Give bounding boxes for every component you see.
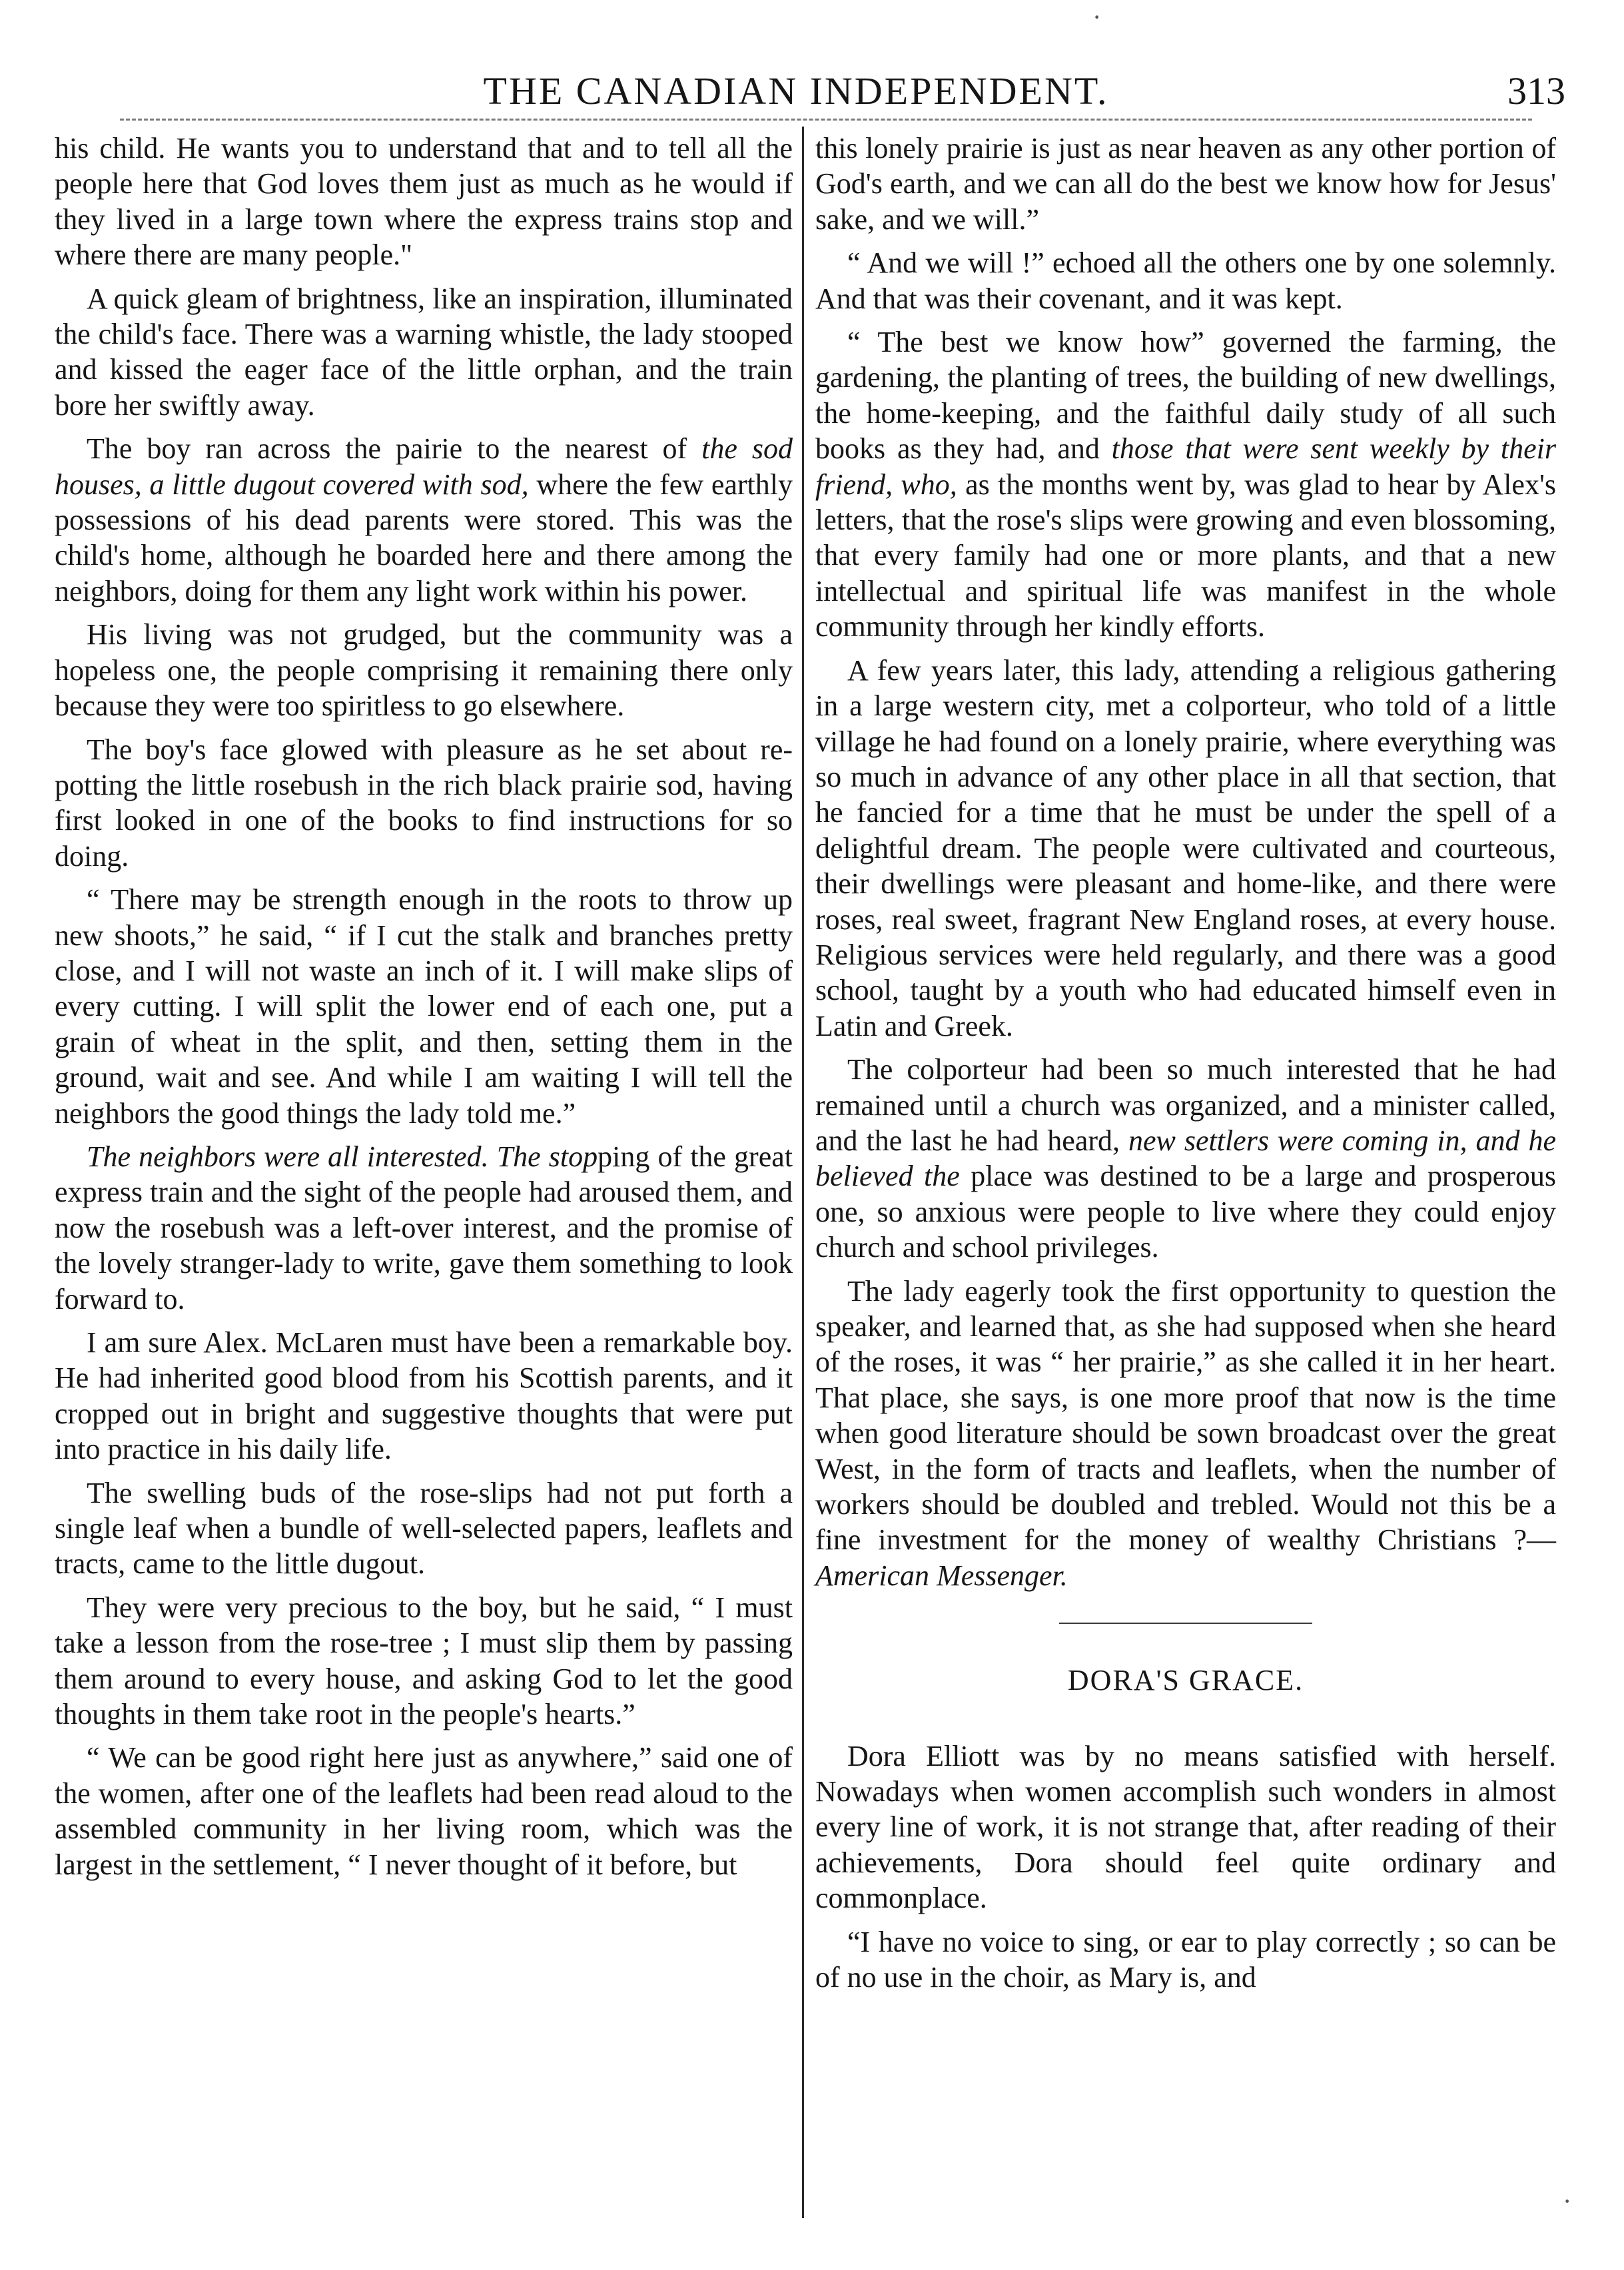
paragraph: “ And we will !” echoed all the others one by one solemnly. And that was their covenant, and it was kept.	[815, 246, 1556, 315]
paragraph	[55, 1139, 793, 1317]
text-run: The lady eagerly took the first opportunity to question the speaker, and learned that, as she had supposed when she heard of the roses, it was “ her prairie,” as she called it in her heart. That place, she says, is one more proof that now is the time when good literature should be sown broadcast over the great West, in the form of tracts and leaflets, when the number of workers should be doubled and trebled. Would not this be a fine investment for the money of wealthy Christians ?—	[815, 1274, 1556, 1557]
italic-run: The neighbors were all interested. The stop	[87, 1140, 598, 1173]
text-run: The colporteur had been so much interested that he had remained until a church was organized, and a minister called, and the last he had heard,	[815, 1053, 1556, 1157]
page-header	[27, 61, 1565, 121]
column-divider	[802, 127, 804, 2218]
paragraph: A few years later, this lady, attending a religious gathering in a large western city, met a colporteur, who told of a little village he had found on a lonely prairie, where everything was so much in advance of any other place in all that section, that he fancied for a time that he must be under the spell of a delightful dream. The people were cultivated and courteous, their dwellings were pleasant and home-like, and there were roses, real sweet, fragrant New England roses, at every house. Religious services were held regularly, and there was a good school, taught by a youth who had educated himself even in Latin and Greek.	[815, 653, 1556, 1042]
right-column	[815, 131, 1556, 2004]
paragraph: I am sure Alex. McLaren must have been a remarkable boy. He had inherited good blood from his Scottish parents, and it cropped out in bright and suggestive thoughts that were put into practice in his daily life.	[55, 1326, 793, 1466]
text-run: ping of the great express train and the sight of the people had aroused them, and now the rosebush was a left-over interest, and the promise of the lovely stranger-lady to write, gave them something to look forward to.	[55, 1140, 793, 1316]
left-column	[55, 131, 793, 1890]
running-title: THE CANADIAN INDEPENDENT.	[483, 69, 1109, 113]
paragraph	[815, 1274, 1556, 1594]
header-rule	[120, 119, 1532, 121]
paragraph: this lonely prairie is just as near heaven as any other portion of God's earth, and we can all do the best we know how for Jesus' sake, and we will.”	[815, 132, 1556, 236]
italic-run: those that were sent weekly by their friend, who,	[815, 432, 1556, 501]
page-number: 313	[1507, 69, 1565, 113]
print-speck: ·	[1563, 2186, 1572, 2216]
paragraph: “ We can be good right here just as anywhere,” said one of the women, after one of the leaflets had been read aloud to the assembled community in her living room, which was the largest in the settlement, “ I never thought of it before, but	[55, 1741, 793, 1881]
paragraph: They were very precious to the boy, but he said, “ I must take a lesson from the rose-tree ; I must slip them by passing them around to every house, and asking God to let the good thoughts in them take root in the people's hearts.”	[55, 1591, 793, 1731]
paragraph: “ There may be strength enough in the roots to throw up new shoots,” he said, “ if I cut the stalk and branches pretty close, and I will not waste an inch of it. I will make slips of every cutting. I will split the lower end of each one, put a grain of wheat in the split, and then, setting them in the ground, wait and see. And while I am waiting I will tell the neighbors the good things the lady told me.”	[55, 883, 793, 1130]
paragraph: The boy's face glowed with pleasure as he set about re-potting the little rosebush in the rich black prairie sod, having first looked in one of the books to find instructions for so doing.	[55, 733, 793, 873]
paragraph: The swelling buds of the rose-slips had not put forth a single leaf when a bundle of well-selected papers, leaflets and tracts, came to the little dugout.	[55, 1476, 793, 1581]
article-title: DORA'S GRACE.	[1067, 1664, 1304, 1697]
paragraph: his child. He wants you to understand that and to tell all the people here that God loves them just as much as he would if they lived in a large town where the express trains stop and where there are many people."	[55, 132, 793, 272]
paragraph: Dora Elliott was by no means satisfied with herself. Nowadays when women accomplish such wonders in almost every line of work, it is not strange that, after reading of their achievements, Dora should feel quite ordinary and commonplace.	[815, 1739, 1556, 1915]
text-run: as the months went by, was glad to hear by Alex's letters, that the rose's slips were growing and even blossoming, that every family had one or more plants, and that a new intellectual and spiritual life was manifest in the whole community through her kindly efforts.	[815, 468, 1557, 643]
section-divider	[1059, 1623, 1312, 1624]
paragraph	[815, 324, 1556, 645]
paragraph	[815, 1052, 1556, 1265]
italic-run: the sod houses, a little dugout covered with sod,	[55, 432, 793, 501]
paragraph: A quick gleam of brightness, like an inspiration, illuminated the child's face. There was a warning whistle, the lady stooped and kissed the eager face of the little orphan, and the train bore her swiftly away.	[55, 282, 793, 422]
text-run: The boy ran across the pairie to the nearest of	[87, 432, 702, 466]
print-speck: ·	[1092, 2, 1102, 32]
text-run: place was destined to be a large and prosperous one, so anxious were people to live where they could enjoy church and school privileges.	[815, 1160, 1556, 1264]
source-attribution: American Messenger.	[815, 1559, 1068, 1592]
text-run: “ The best we know how” governed the farming, the gardening, the planting of trees, the building of new dwellings, the home-keeping, and the faithful daily study of all such books as they had, and	[815, 326, 1556, 466]
paragraph	[55, 431, 793, 609]
italic-run: new settlers were coming in, and he believed the	[815, 1124, 1556, 1193]
text-run: where the few earthly possessions of his dead parents were stored. This was the child's home, although he boarded here and there among the neighbors, doing for them any light work within his power.	[55, 468, 793, 607]
paragraph: “I have no voice to sing, or ear to play correctly ; so can be of no use in the choir, as Mary is, and	[815, 1925, 1556, 1994]
paragraph: His living was not grudged, but the community was a hopeless one, the people comprising it remaining there only because they were too spiritless to go elsewhere.	[55, 618, 793, 723]
